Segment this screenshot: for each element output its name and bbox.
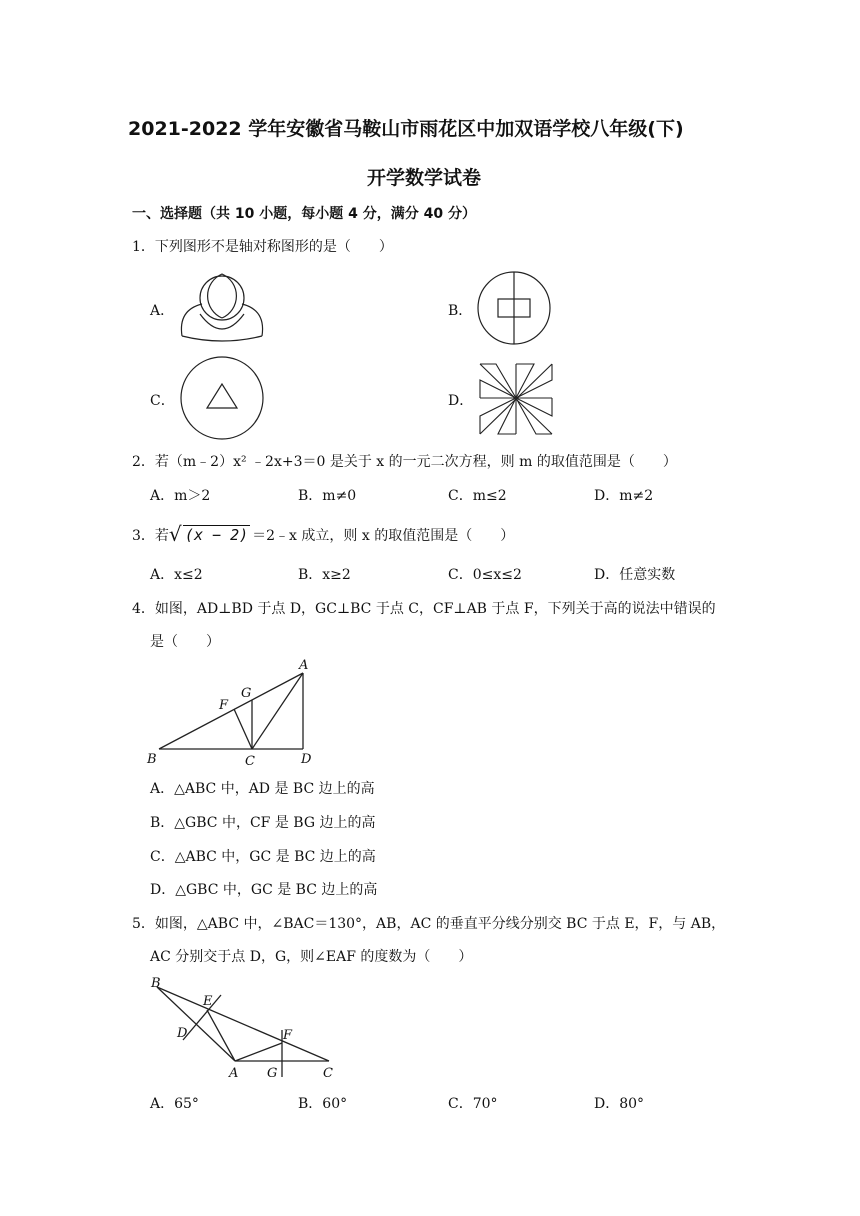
- q1-option-b-label: B．: [448, 303, 473, 319]
- q5-label-g: G: [267, 1066, 278, 1081]
- question-4-stem-line2: 是（ ）: [150, 634, 220, 650]
- q4-label-b: B: [147, 752, 157, 767]
- q5-option-b: B．60°: [298, 1096, 348, 1112]
- radical-sign-icon: √: [168, 522, 182, 546]
- q5-label-f: F: [283, 1028, 293, 1043]
- q4-label-d: D: [301, 752, 312, 767]
- q2-option-c: C．m≤2: [448, 488, 507, 504]
- q5-label-e: E: [203, 994, 213, 1009]
- q3-radical: [168, 522, 250, 546]
- q4-option-d: D．△GBC 中，GC 是 BC 边上的高: [150, 882, 378, 898]
- q5-label-a: A: [229, 1066, 239, 1081]
- question-5-stem-line2: AC 分别交于点 D，G，则∠EAF 的度数为（ ）: [150, 949, 473, 965]
- q4-geometry-figure: [145, 655, 325, 770]
- page-title-line1: 2021-2022 学年安徽省马鞍山市雨花区中加双语学校八年级(下): [128, 118, 684, 140]
- q5-label-b: B: [151, 976, 161, 991]
- q2-option-a: A．m＞2: [150, 488, 211, 504]
- q3-option-a: A．x≤2: [150, 567, 203, 583]
- q4-label-f: F: [219, 698, 229, 713]
- q5-option-c: C．70°: [448, 1096, 498, 1112]
- q1-option-a-figure: [178, 270, 268, 342]
- q3-option-c: C．0≤x≤2: [448, 567, 522, 583]
- page-title-line2: 开学数学试卷: [367, 167, 482, 189]
- q4-option-b: B．△GBC 中，CF 是 BG 边上的高: [150, 815, 376, 831]
- q1-option-c-figure: [180, 356, 264, 440]
- q1-option-b-figure: [477, 271, 551, 345]
- question-3-stem: [132, 522, 515, 546]
- q4-label-a: A: [299, 658, 309, 673]
- q5-option-d: D．80°: [594, 1096, 645, 1112]
- q3-option-b: B．x≥2: [298, 567, 351, 583]
- q3-stem-post: ＝2﹣x 成立，则 x 的取值范围是（ ）: [252, 528, 515, 544]
- question-2-stem: 2．若（m﹣2）x² ﹣2x+3＝0 是关于 x 的一元二次方程，则 m 的取值范围是（ ）: [132, 454, 677, 470]
- question-5-stem-line1: 5．如图，△ABC 中，∠BAC＝130°，AB，AC 的垂直平分线分别交 BC 于点 E，F，与 AB，: [132, 916, 726, 932]
- q3-radicand: (x − 2): [184, 526, 249, 544]
- q3-stem-pre: 3．若: [132, 528, 169, 544]
- q1-option-a-label: A．: [150, 303, 175, 319]
- question-1-stem: 1．下列图形不是轴对称图形的是（ ）: [132, 239, 393, 255]
- q4-option-a: A．△ABC 中，AD 是 BC 边上的高: [150, 781, 375, 797]
- q5-option-a: A．65°: [150, 1096, 199, 1112]
- q5-geometry-figure: [145, 975, 345, 1085]
- q2-option-b: B．m≠0: [298, 488, 357, 504]
- q5-label-c: C: [323, 1066, 333, 1081]
- q1-option-d-figure: [476, 360, 556, 438]
- q4-label-g: G: [241, 686, 252, 701]
- section-heading: 一、选择题（共 10 小题，每小题 4 分，满分 40 分）: [132, 206, 476, 222]
- q2-option-d: D．m≠2: [594, 488, 654, 504]
- q3-option-d: D．任意实数: [594, 567, 676, 583]
- q4-label-c: C: [245, 754, 255, 769]
- q4-option-c: C．△ABC 中，GC 是 BC 边上的高: [150, 849, 376, 865]
- q5-label-d: D: [177, 1026, 188, 1041]
- q1-option-c-label: C．: [150, 393, 175, 409]
- q1-option-d-label: D．: [448, 393, 474, 409]
- question-4-stem-line1: 4．如图，AD⊥BD 于点 D，GC⊥BC 于点 C，CF⊥AB 于点 F，下列关于高的说法中错误的: [132, 601, 716, 617]
